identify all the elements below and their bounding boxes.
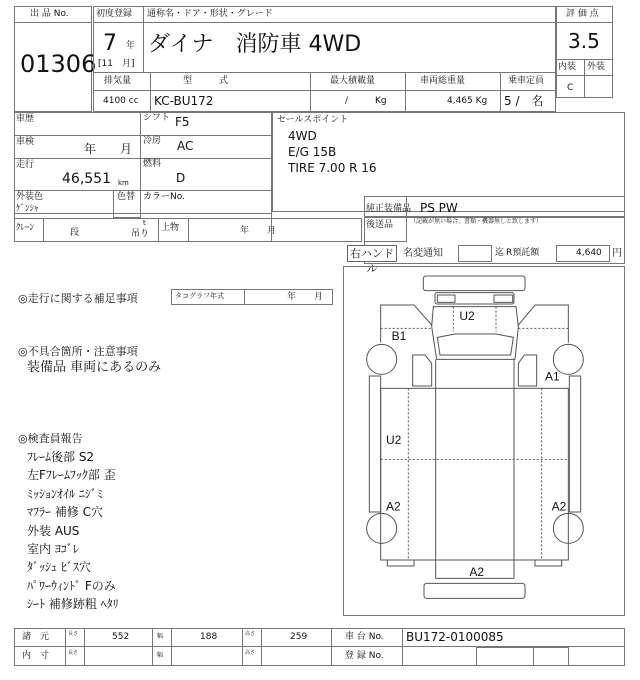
inner-length-label: 長さ <box>68 650 79 656</box>
ac: AC <box>177 139 194 153</box>
rhd-badge: 右ハンドル <box>347 245 397 262</box>
body-date: 年 月 <box>240 226 277 236</box>
capacity-label: 乗車定員 <box>508 76 545 86</box>
width-label: 幅 <box>157 633 164 640</box>
driving-notes-label: ◎走行に関する補足事項 <box>18 292 138 305</box>
inspector-line: 外装 AUS <box>27 523 80 538</box>
mileage: 46,551 <box>62 171 111 187</box>
inspector-line: 左Fﾌﾚｰﾑﾌｯｸ部 歪 <box>27 468 116 483</box>
rear-light-left <box>387 560 414 566</box>
displacement: 4100 cc <box>103 96 139 106</box>
equipment-value: PS PW <box>420 201 458 215</box>
tacho-value: 年 月 <box>287 292 324 302</box>
side-step-right <box>569 376 580 512</box>
inspector-line: ﾌﾚｰﾑ後部 S2 <box>27 450 95 464</box>
name-label: 通称名・ドア・形状・グレード <box>147 9 273 19</box>
shift: F5 <box>175 115 190 129</box>
rear-light-right <box>535 560 562 566</box>
spec-table-row <box>14 628 625 647</box>
inspector-line: ﾀﾞｯｼｭ ﾋﾞｽ穴 <box>27 560 91 575</box>
sales-point-line: 4WD <box>288 129 317 143</box>
wheel-rear-left <box>367 513 397 543</box>
first-reg-label: 初度登録 <box>96 9 133 19</box>
damage-mark: A1 <box>545 369 560 384</box>
vehicle-name: ダイナ 消防車 4WD <box>148 32 362 57</box>
damage-mark: A2 <box>551 499 567 514</box>
auction-sheet: 出 品 No. 01306 初度登録 通称名・ドア・形状・グレード 7 年 [11 月] ダイナ 消防車 4WD 排気量 型 式 最大積載量 車両総重量 乗車定員 4100 cc KC-BU172 / Kg 4,465 Kg 5 / 名 評 価 点 3.5 内装 外装 C 車歴 シフト F5 車検 年 月 冷房 AC 走行 46,551 km 燃料 D 外装色 ｹﾞﾝｼｬ 色替 カラーNo. ｸﾚｰﾝ 段 t 吊り 上物 年 月 セールスポイント 4WD E/G 15B TIRE 7.00 R 16 純正装備品 PS PW 後送品 （記載が無い場合、書類・機器無しと致します） 右ハンドル 名変通知 迄 R預託額 4,640 円 ◎走行に関する補足事項 タコグラフ年式 年 月 ◎不具合箇所・注意事項 装備品 車両にあるのみ ◎検査員報告 ﾌﾚｰﾑ後部 S2 左Fﾌﾚｰﾑﾌｯｸ部 歪 ﾐｯｼｮﾝｵｲﾙ ﾆｼﾞﾐ ﾏﾌﾗｰ 補修 C穴 外装 AUS 室内 ﾖｺﾞﾚ ﾀﾞｯｼｭ ﾋﾞｽ穴 ﾊﾟﾜｰｳｨﾝﾄﾞ Fのみ ｼｰﾄ 補修跡粗 ﾍﾀﾘ U2 B1 A1 U2 A2 A2 A2 諸 元 内 寸 長さ 長さ 幅 幅 高さ 高さ 552 188 259 車 台 No. BU172-0100085 登 録 No. <box>0 0 640 680</box>
mirror-left <box>413 355 432 386</box>
body-label: 上物 <box>161 223 180 233</box>
defects: 装備品 車両にあるのみ <box>27 360 162 375</box>
height: 259 <box>290 632 308 642</box>
recycle-label: R預託額 <box>506 248 540 258</box>
vehicle-damage-diagram <box>340 260 610 620</box>
color-no-label: カラーNo. <box>143 192 185 202</box>
headlight-right <box>494 295 513 302</box>
inner-label: 内 寸 <box>22 651 50 661</box>
fuel: D <box>176 171 186 185</box>
damage-mark: A2 <box>469 565 485 579</box>
reg-month-unit: 月 <box>121 59 131 69</box>
sales-point-label: セールスポイント <box>277 115 349 125</box>
gross-weight: 4,465 Kg <box>447 96 488 106</box>
inspector-line: ﾊﾟﾜｰｳｨﾝﾄﾞ Fのみ <box>27 578 116 593</box>
chassis-label: 車 台 No. <box>345 632 384 642</box>
color-change-label: 色替 <box>117 192 136 202</box>
capacity: 5 / 名 <box>504 94 544 108</box>
mileage-unit: km <box>118 179 129 187</box>
score: 3.5 <box>568 29 600 53</box>
front-bumper <box>423 276 525 291</box>
recycle-amount: 4,640 <box>576 248 602 258</box>
max-load: / Kg <box>345 96 387 106</box>
sales-point-line: TIRE 7.00 R 16 <box>288 161 377 175</box>
side-step-left <box>369 376 380 512</box>
inspection-label: 車検 <box>16 137 35 147</box>
width: 188 <box>200 632 218 642</box>
crane-stage: 段 <box>70 228 80 238</box>
defects-label: ◎不具合箇所・注意事項 <box>18 345 138 358</box>
fuel-label: 燃料 <box>143 159 162 169</box>
inspection-date: 年 月 <box>84 142 133 156</box>
height-label: 高さ <box>245 631 256 637</box>
later-label: 後送品 <box>366 220 394 230</box>
interior-label: 内装 <box>558 62 577 72</box>
inspector-label: ◎検査員報告 <box>18 432 83 445</box>
history-label: 車歴 <box>16 114 35 124</box>
tacho-label: タコグラフ年式 <box>175 292 224 300</box>
crane-lift: 吊り <box>131 229 150 239</box>
max-load-label: 最大積載量 <box>330 76 376 86</box>
mirror-right <box>518 355 536 386</box>
inner-height-label: 高さ <box>245 650 256 656</box>
inspector-line: ｼｰﾄ 補修跡粗 ﾍﾀﾘ <box>27 597 119 612</box>
col <box>533 647 569 666</box>
sales-point-line: E/G 15B <box>288 145 337 159</box>
rear-bumper <box>424 583 525 598</box>
inspector-line: ﾐｯｼｮﾝｵｲﾙ ﾆｼﾞﾐ <box>27 486 103 501</box>
shift-label: シフト <box>143 113 171 123</box>
reg-label: 登 録 No. <box>345 651 384 661</box>
color-label: 外装色 <box>16 192 44 202</box>
interior-grade: C <box>567 83 574 93</box>
cab <box>432 307 519 360</box>
reg-year: 7 <box>103 31 117 56</box>
spec-label: 諸 元 <box>22 632 50 642</box>
reg-year-unit: 年 <box>126 41 136 51</box>
inspector-report <box>27 448 119 614</box>
reg-month: 11 <box>101 59 113 69</box>
damage-mark: A2 <box>386 499 401 514</box>
wheel-front-left <box>367 344 397 374</box>
lot-no-label: 出 品 No. <box>30 9 69 19</box>
until-label: 迄 <box>495 248 505 258</box>
later-note: （記載が無い場合、書類・機器無しと致します） <box>410 218 543 225</box>
mileage-label: 走行 <box>16 160 35 170</box>
yen-label: 円 <box>612 248 622 259</box>
crane-t: t <box>143 219 146 227</box>
crane-label: ｸﾚｰﾝ <box>16 223 35 233</box>
name-change-label: 名変通知 <box>403 248 443 259</box>
length: 552 <box>112 632 130 642</box>
model: KC-BU172 <box>154 94 214 108</box>
color: ｹﾞﾝｼｬ <box>16 204 39 214</box>
damage-mark: U2 <box>459 309 475 323</box>
chassis-no: BU172-0100085 <box>406 630 504 644</box>
ac-label: 冷房 <box>143 136 162 146</box>
right-fender <box>518 305 568 343</box>
inspector-line: 室内 ﾖｺﾞﾚ <box>27 542 79 557</box>
damage-mark: B1 <box>391 329 407 343</box>
headlight-left <box>437 295 455 302</box>
inspector-line: ﾏﾌﾗｰ 補修 C穴 <box>27 505 104 520</box>
gross-weight-label: 車両総重量 <box>420 76 466 86</box>
equipment-label: 純正装備品 <box>366 204 412 214</box>
displacement-label: 排気量 <box>104 76 132 86</box>
length-label: 長さ <box>68 631 79 637</box>
col <box>476 647 534 666</box>
lot-no: 01306 <box>20 50 97 78</box>
damage-mark: U2 <box>386 433 402 447</box>
exterior-label: 外装 <box>587 62 606 72</box>
windshield <box>437 334 513 355</box>
inner-width-label: 幅 <box>157 652 164 659</box>
score-label: 評 価 点 <box>566 9 599 19</box>
equipment-label-col <box>364 196 407 242</box>
model-label: 型 式 <box>183 76 229 86</box>
